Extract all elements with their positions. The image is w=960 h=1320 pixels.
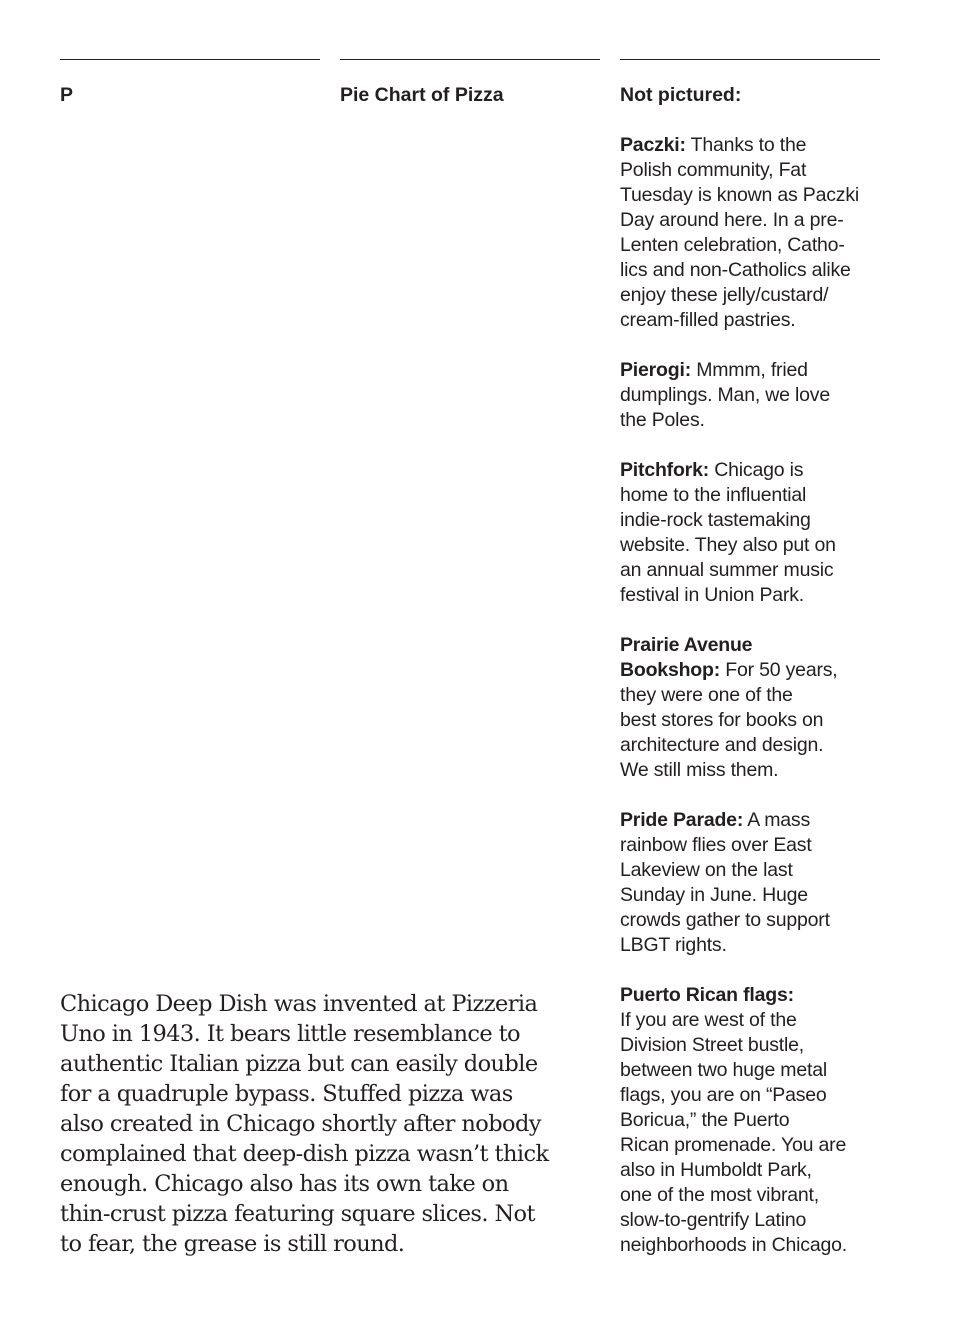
entry-text: crowds gather to support xyxy=(620,909,830,931)
column-rule-left xyxy=(60,59,320,60)
main-paragraph-line: enough. Chicago also has its own take on xyxy=(60,1171,509,1197)
entry-text: Day around here. In a pre- xyxy=(620,209,844,231)
entry-text: Mmmm, fried xyxy=(691,359,808,381)
entry-term: Pierogi: xyxy=(620,359,691,381)
entry-text: If you are west of the xyxy=(620,1009,797,1031)
entry-text: website. They also put on xyxy=(620,534,836,556)
entry-text: also in Humboldt Park, xyxy=(620,1159,812,1181)
column-rule-right xyxy=(620,59,880,60)
main-paragraph-line: Chicago Deep Dish was invented at Pizzeria xyxy=(60,991,538,1017)
entry-text: dumplings. Man, we love xyxy=(620,384,831,406)
entry-text: Lenten celebration, Catho- xyxy=(620,234,845,256)
entry-text: We still miss them. xyxy=(620,759,779,781)
main-paragraph-line: also created in Chicago shortly after nobody xyxy=(60,1111,541,1137)
entry-text: Rican promenade. You are xyxy=(620,1134,847,1156)
main-paragraph-line: for a quadruple bypass. Stuffed pizza was xyxy=(60,1081,513,1107)
entry-text: home to the influential xyxy=(620,484,807,506)
entry-term: Paczki: xyxy=(620,134,686,156)
sidebar-heading: Not pictured: xyxy=(620,84,742,106)
page-title: Pie Chart of Pizza xyxy=(340,84,504,106)
entry-text: Boricua,” the Puerto xyxy=(620,1109,790,1131)
entry-term: Pride Parade: xyxy=(620,809,744,831)
entry-text: Tuesday is known as Paczki xyxy=(620,184,860,206)
entry-text: rainbow flies over East xyxy=(620,834,812,856)
entry-term: Pitchfork: xyxy=(620,459,710,481)
entry-text: cream-filled pastries. xyxy=(620,309,796,331)
entry-text: neighborhoods in Chicago. xyxy=(620,1234,848,1256)
entry-pride-parade xyxy=(620,808,892,958)
entry-prairie-avenue-bookshop xyxy=(620,633,892,783)
entry-text: best stores for books on xyxy=(620,709,824,731)
entry-text: For 50 years, xyxy=(720,659,838,681)
entry-text: lics and non-Catholics alike xyxy=(620,259,851,281)
entry-text: enjoy these jelly/custard/ xyxy=(620,284,829,306)
entry-text: slow-to-gentrify Latino xyxy=(620,1209,807,1231)
entry-pitchfork xyxy=(620,458,892,608)
entry-text: Lakeview on the last xyxy=(620,859,793,881)
entry-text: flags, you are on “Paseo xyxy=(620,1084,827,1106)
main-paragraph-line: complained that deep-dish pizza wasn’t thick xyxy=(60,1141,549,1167)
entry-paczki xyxy=(620,133,892,333)
entry-text: festival in Union Park. xyxy=(620,584,804,606)
entry-text: Chicago is xyxy=(709,459,804,481)
entry-pierogi xyxy=(620,358,892,433)
entry-puerto-rican-flags xyxy=(620,983,892,1258)
entry-term: Prairie Avenue xyxy=(620,634,753,656)
entry-text: between two huge metal xyxy=(620,1059,827,1081)
entry-term: Bookshop: xyxy=(620,659,721,681)
entry-text: LBGT rights. xyxy=(620,934,727,956)
entry-text: an annual summer music xyxy=(620,559,834,581)
entry-text: architecture and design. xyxy=(620,734,824,756)
main-paragraph-line: authentic Italian pizza but can easily double xyxy=(60,1051,538,1077)
entry-text: Polish community, Fat xyxy=(620,159,807,181)
sidebar-entries xyxy=(620,133,892,1283)
section-letter: P xyxy=(60,84,74,106)
entry-text: one of the most vibrant, xyxy=(620,1184,819,1206)
entry-text: A mass xyxy=(743,809,811,831)
entry-text: indie-rock tastemaking xyxy=(620,509,811,531)
main-paragraph-line: thin-crust pizza featuring square slices. Not xyxy=(60,1201,535,1227)
entry-text: the Poles. xyxy=(620,409,705,431)
main-paragraph xyxy=(60,989,580,1259)
entry-term: Puerto Rican flags: xyxy=(620,984,794,1006)
entry-text: Sunday in June. Huge xyxy=(620,884,808,906)
column-rule-center xyxy=(340,59,600,60)
entry-text: Division Street bustle, xyxy=(620,1034,804,1056)
entry-text: they were one of the xyxy=(620,684,793,706)
main-paragraph-line: Uno in 1943. It bears little resemblance to xyxy=(60,1021,520,1047)
main-paragraph-line: to fear, the grease is still round. xyxy=(60,1231,405,1257)
entry-text: Thanks to the xyxy=(685,134,807,156)
